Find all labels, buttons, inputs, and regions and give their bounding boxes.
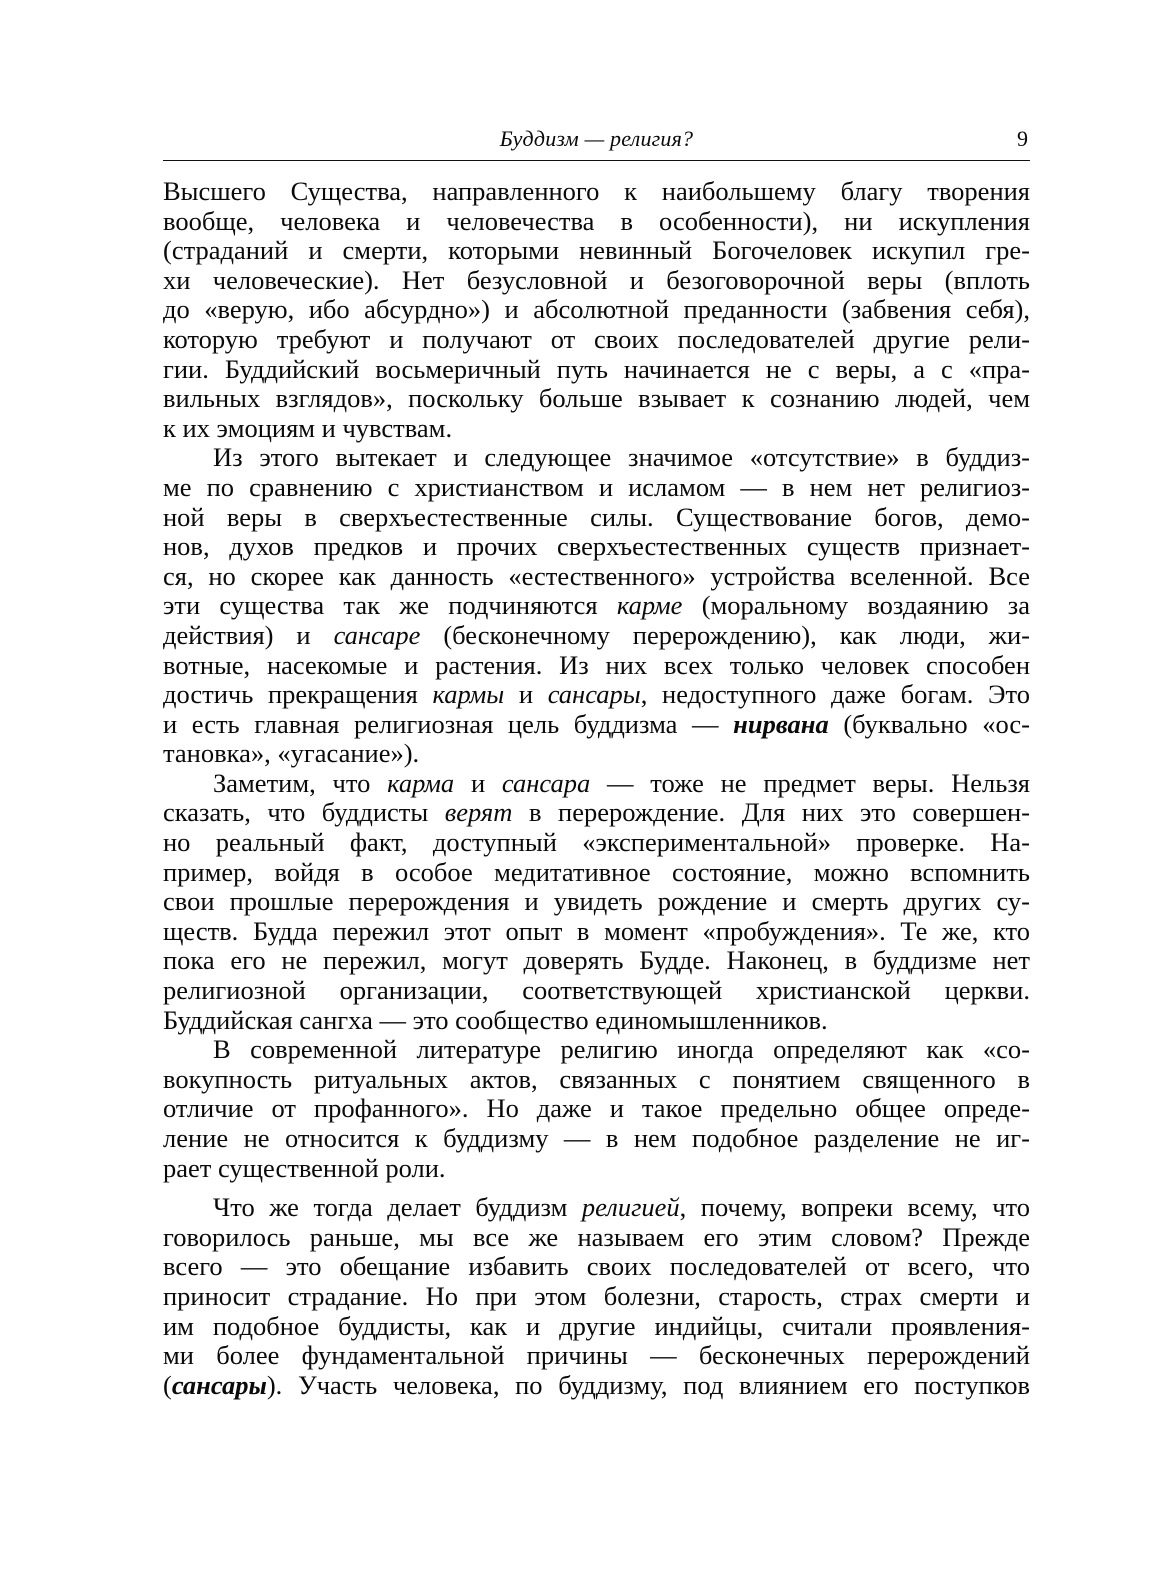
text-line: гии. Буддийский восьмеричный путь начинается не с веры, а с «пра-: [163, 354, 1030, 384]
running-header: [163, 124, 1030, 158]
text-line: им подобное буддисты, как и другие индийцы, считали проявления-: [163, 1311, 1030, 1341]
text-line: которую требуют и получают от своих последователей другие рели-: [163, 324, 1030, 354]
running-title: Буддизм — религия?: [499, 126, 694, 151]
term-karmy: кармы: [432, 680, 505, 710]
page-number: 9: [1017, 126, 1028, 151]
text-line: пока его не пережил, могут доверять Будде. Наконец, в буддизме нет: [163, 946, 1030, 976]
header-rule: [163, 160, 1030, 161]
body-text: [163, 177, 1030, 1400]
text-line: Буддийская сангха — это сообщество единомышленников.: [163, 1005, 828, 1035]
text-line: вокупность ритуальных актов, связанных с понятием священного в: [163, 1064, 1030, 1094]
text-line: Заметим, что карма и сансара — тоже не предмет веры. Нельзя: [213, 768, 1030, 798]
text-line: ся, но скорее как данность «естественного» устройства вселенной. Все: [163, 561, 1030, 591]
term-karma: карме: [616, 591, 683, 621]
text-line: эти существа так же подчиняются карме (моральному воздаянию за: [163, 591, 1030, 621]
text-line: хи человеческие). Нет безусловной и безоговорочной веры (вплоть: [163, 265, 1030, 295]
term-nirvana: нирвана: [733, 709, 829, 739]
text-line: отличие от профанного». Но даже и такое предельно общее опреде-: [163, 1094, 1030, 1124]
text-line: (сансары). Участь человека, по буддизму, под влиянием его поступков: [163, 1370, 1030, 1400]
text-line: нов, духов предков и прочих сверхъестественных существ признает-: [163, 532, 1030, 562]
text-line: и есть главная религиозная цель буддизма — нирвана (буквально «ос-: [163, 709, 1030, 739]
text-line: действия) и сансаре (бесконечному перерождению), как люди, жи-: [163, 620, 1030, 650]
text-line: Высшего Существа, направленного к наибольшему благу творения: [163, 177, 1030, 206]
text-line: вотные, насекомые и растения. Из них всех только человек способен: [163, 650, 1030, 680]
text-line: всего — это обещание избавить своих последователей от всего, что: [163, 1252, 1030, 1282]
text-line: тановка», «угасание»).: [163, 739, 420, 769]
text-line: вильных взглядов», поскольку больше взывает к сознанию людей, чем: [163, 384, 1030, 414]
text-line: ми более фундаментальной причины — бесконечных перерождений: [163, 1341, 1030, 1371]
term-samsara: сансаре: [333, 620, 421, 650]
term-believe: верят: [444, 798, 513, 828]
term-karma: карма: [387, 768, 455, 798]
text-line: пример, войдя в особое медитативное состояние, можно вспомнить: [163, 857, 1030, 887]
term-religion: религией: [581, 1193, 680, 1223]
text-line: сказать, что буддисты верят в перерождение. Для них это совершен-: [163, 798, 1030, 828]
text-line: Из этого вытекает и следующее значимое «отсутствие» в буддиз-: [213, 443, 1030, 473]
term-samsara: сансара: [501, 768, 591, 798]
paragraph-gap: [163, 1183, 1030, 1193]
text-line: (страданий и смерти, которыми невинный Богочеловек искупил гре-: [163, 236, 1030, 266]
term-sansary: сансары: [171, 1370, 267, 1400]
text-line: приносит страдание. Но при этом болезни, старость, страх смерти и: [163, 1281, 1030, 1311]
text-line: ление не относится к буддизму — в нем подобное разделение не иг-: [163, 1124, 1030, 1153]
text-line: но реальный факт, доступный «экспериментальной» проверке. На-: [163, 828, 1030, 858]
text-line: говорилось раньше, мы все же называем его этим словом? Прежде: [163, 1222, 1030, 1252]
text-line: вообще, человека и человечества в особенности), ни искупления: [163, 206, 1030, 236]
text-line: ной веры в сверхъестественные силы. Существование богов, демо-: [163, 502, 1030, 532]
text-line: Что же тогда делает буддизм религией, почему, вопреки всему, что: [213, 1193, 1030, 1223]
term-sansary: сансары: [547, 680, 641, 710]
text-line: В современной литературе религию иногда определяют как «со-: [213, 1035, 1030, 1065]
text-line: рает существенной роли.: [163, 1153, 446, 1183]
text-line: до «верую, ибо абсурдно») и абсолютной преданности (забвения себя),: [163, 295, 1030, 325]
text-line: ме по сравнению с христианством и исламом — в нем нет религиоз-: [163, 472, 1030, 502]
text-line: к их эмоциям и чувствам.: [163, 413, 453, 443]
text-line: ществ. Будда пережил этот опыт в момент «пробуждения». Те же, кто: [163, 916, 1030, 946]
text-line: достичь прекращения кармы и сансары, недоступного даже богам. Это: [163, 680, 1030, 710]
text-line: свои прошлые перерождения и увидеть рождение и смерть других су-: [163, 887, 1030, 917]
text-line: религиозной организации, соответствующей христианской церкви.: [163, 976, 1030, 1006]
